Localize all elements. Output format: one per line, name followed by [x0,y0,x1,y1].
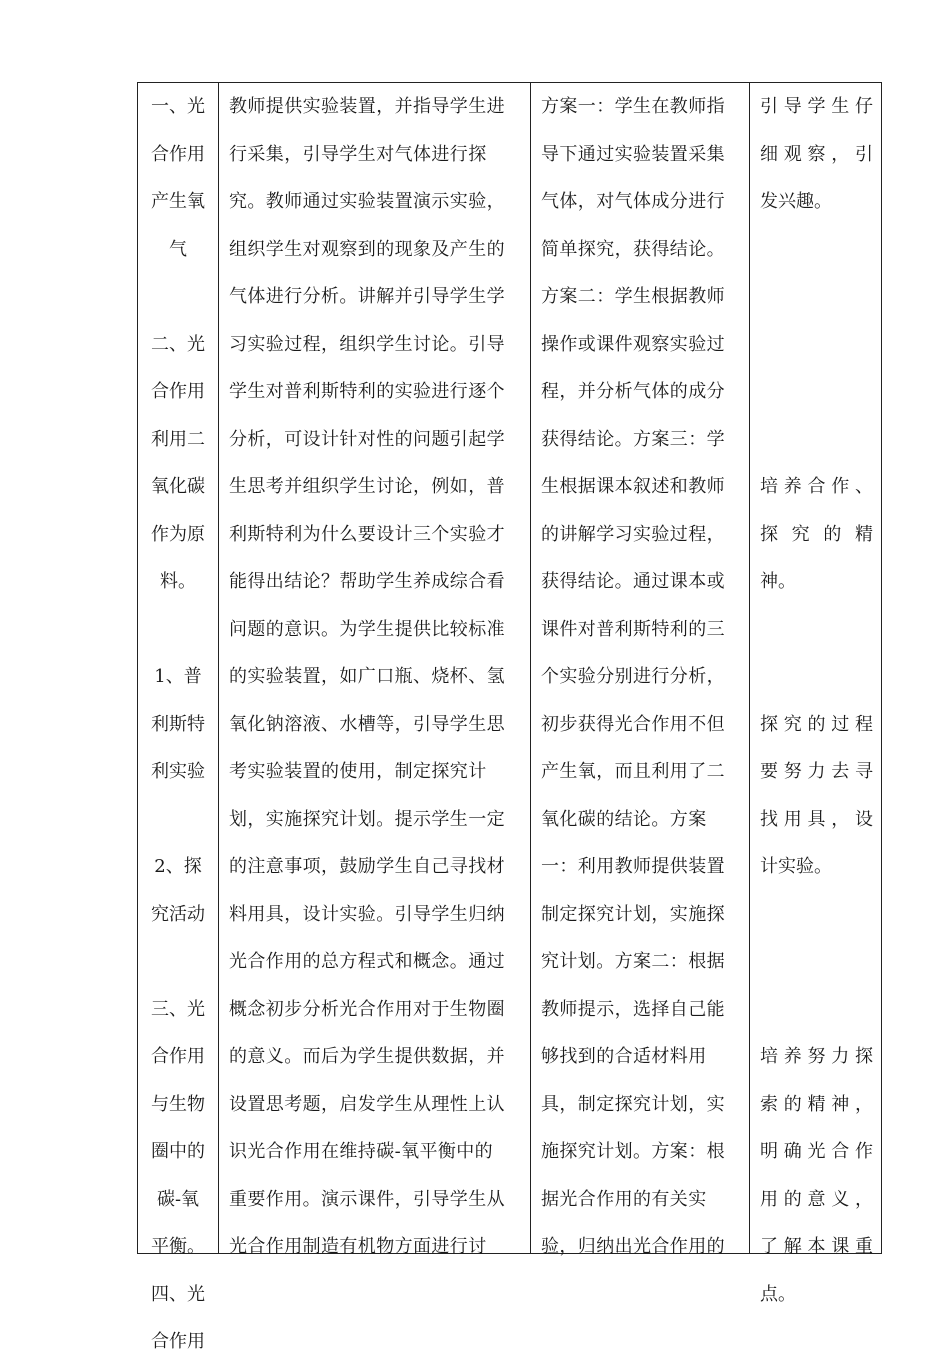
teacher-activity-line: 的实验装置，如广口瓶、烧杯、氢 [229,666,505,687]
design-intent-line: 点。 [760,1283,796,1305]
teacher-activity-line: 光合作用的总方程式和概念。通过 [229,951,505,972]
topic-line [138,606,218,654]
design-intent-line [750,938,881,986]
design-intent-cell [750,83,882,1305]
student-activity-line: 的讲解学习实验过程， [541,523,725,545]
topic-line: 1、普 [154,666,202,687]
design-intent-line: 找用具，设 [760,808,873,830]
teacher-activity-line: 究。教师通过实验装置演示实验， [229,191,505,212]
topic-line: 平衡。 [151,1236,205,1257]
teacher-activity-line: 利斯特利为什么要设计三个实验才 [229,523,505,545]
student-activity-line: 课件对普利斯特利的三 [541,618,725,640]
student-activity-line: 导下通过实验装置采集 [541,143,725,165]
student-activity-line: 制定探究计划，实施探 [541,903,725,925]
student-activity-line: 究计划。方案二：根据 [541,951,725,972]
design-intent-line [750,986,881,1034]
topic-line: 与生物 [151,1093,205,1115]
topic-line: 利斯特 [151,713,205,735]
student-activity-line: 一：利用教师提供装置 [541,856,725,877]
design-intent-column [750,83,881,1305]
design-intent-line: 用的意义， [760,1188,873,1210]
lesson-plan-table [137,82,882,1352]
design-intent-line: 培养合作、 [760,476,873,497]
design-intent-line [750,416,881,464]
topic-line: 三、光 [151,998,205,1020]
topic-line: 究活动 [151,903,205,925]
topic-line: 碳-氧 [156,1188,200,1210]
topic-line: 合作用 [151,381,205,402]
topic-line: 作为原 [151,523,205,545]
topic-line: 利实验 [151,761,205,782]
design-intent-line [750,321,881,369]
topic-line: 圈中的 [151,1141,205,1162]
design-intent-line: 明确光合作 [760,1141,873,1162]
student-activity-line: 方案二：学生根据教师 [541,286,725,307]
student-activity-line: 程，并分析气体的成分 [541,381,725,402]
topic-line: 合作用 [151,1046,205,1067]
topic-line [138,273,218,321]
student-activity-line: 个实验分别进行分析， [541,666,725,687]
teacher-activity-line: 重要作用。演示课件，引导学生从 [229,1188,505,1210]
teacher-activity-column [219,83,530,1257]
design-intent-line: 了解本课重 [760,1236,873,1257]
teacher-activity-line: 料用具，设计实验。引导学生归纳 [229,903,505,925]
teacher-activity-line: 问题的意识。为学生提供比较标准 [229,618,505,640]
teacher-activity-line: 设置思考题，启发学生从理性上认 [229,1093,505,1115]
teacher-activity-line: 生思考并组织学生讨论，例如，普 [229,476,505,497]
teacher-activity-line: 教师提供实验装置，并指导学生进 [229,96,505,117]
topic-line: 一、光 [151,96,205,117]
student-activity-line: 简单探究，获得结论。 [541,238,725,260]
teacher-activity-line: 分析，可设计针对性的问题引起学 [229,428,505,450]
design-intent-line [750,606,881,654]
student-activity-column [531,83,749,1257]
topic-line [138,796,218,844]
design-intent-line: 发兴趣。 [760,191,832,212]
design-intent-line [750,368,881,416]
student-activity-line: 够找到的合适材料用 [541,1046,707,1067]
teacher-activity-line: 划，实施探究计划。提示学生一定 [229,808,505,830]
teacher-activity-line: 光合作用制造有机物方面进行讨 [229,1236,487,1257]
teacher-activity-line: 考实验装置的使用，制定探究计 [229,761,487,782]
student-activity-line: 方案一：学生在教师指 [541,96,725,117]
student-activity-line: 产生氧，而且利用了二 [541,761,725,782]
student-activity-line: 具，制定探究计划，实 [541,1093,725,1115]
table-row [138,83,882,1254]
teacher-activity-line: 识光合作用在维持碳-氧平衡中的 [229,1141,494,1162]
teacher-activity-cell [219,83,531,1257]
teacher-activity-line: 习实验过程，组织学生讨论。引导 [229,333,505,355]
topic-line: 四、光 [151,1283,205,1305]
design-intent-line: 索的精神， [760,1093,873,1115]
student-activity-line: 获得结论。方案三：学 [541,428,725,450]
teacher-activity-line: 的注意事项，鼓励学生自己寻找材 [229,856,505,877]
teacher-activity-line: 组织学生对观察到的现象及产生的 [229,238,505,260]
design-intent-line [750,273,881,321]
topic-line: 氧化碳 [151,476,205,497]
design-intent-line: 引导学生仔 [760,96,873,117]
student-activity-line: 施探究计划。方案：根 [541,1141,725,1162]
teacher-activity-line: 行采集，引导学生对气体进行探 [229,143,487,165]
design-intent-line [750,891,881,939]
design-intent-line: 探究的精 [760,523,873,545]
design-intent-line [750,226,881,274]
topic-line: 气 [169,238,187,260]
student-activity-line: 氧化碳的结论。方案 [541,808,707,830]
teacher-activity-line: 的意义。而后为学生提供数据，并 [229,1046,505,1067]
topic-line: 二、光 [151,333,205,355]
topic-column [138,83,218,1352]
topic-line [138,938,218,986]
student-activity-line: 气体，对气体成分进行 [541,191,725,212]
design-intent-line: 培养努力探 [760,1046,873,1067]
student-activity-cell [531,83,750,1257]
teacher-activity-line: 气体进行分析。讲解并引导学生学 [229,286,505,307]
student-activity-line: 初步获得光合作用不但 [541,713,725,735]
student-activity-line: 验，归纳出光合作用的 [541,1236,725,1257]
topic-line: 料。 [160,571,196,592]
student-activity-line: 生根据课本叙述和教师 [541,476,725,497]
student-activity-line: 获得结论。通过课本或 [541,571,725,592]
design-intent-line: 细观察，引 [760,143,873,165]
teacher-activity-line: 学生对普利斯特利的实验进行逐个 [229,381,505,402]
topic-column-cell [138,83,219,1352]
design-intent-line [750,653,881,701]
topic-line: 利用二 [151,428,205,450]
student-activity-line: 据光合作用的有关实 [541,1188,707,1210]
topic-line: 合作用 [151,143,205,165]
teacher-activity-line: 氧化钠溶液、水槽等，引导学生思 [229,713,505,735]
design-intent-line: 要努力去寻 [760,761,873,782]
design-intent-line: 探究的过程 [760,713,873,735]
topic-line: 合作用 [151,1331,205,1352]
teacher-activity-line: 概念初步分析光合作用对于生物圈 [229,998,505,1020]
student-activity-line: 教师提示，选择自己能 [541,998,725,1020]
topic-line: 2、探 [154,856,202,877]
student-activity-line: 操作或课件观察实验过 [541,333,725,355]
design-intent-line: 计实验。 [760,856,832,877]
teacher-activity-line: 能得出结论？帮助学生养成综合看 [229,571,505,592]
topic-line: 产生氧 [151,191,205,212]
design-intent-line: 神。 [760,571,796,592]
